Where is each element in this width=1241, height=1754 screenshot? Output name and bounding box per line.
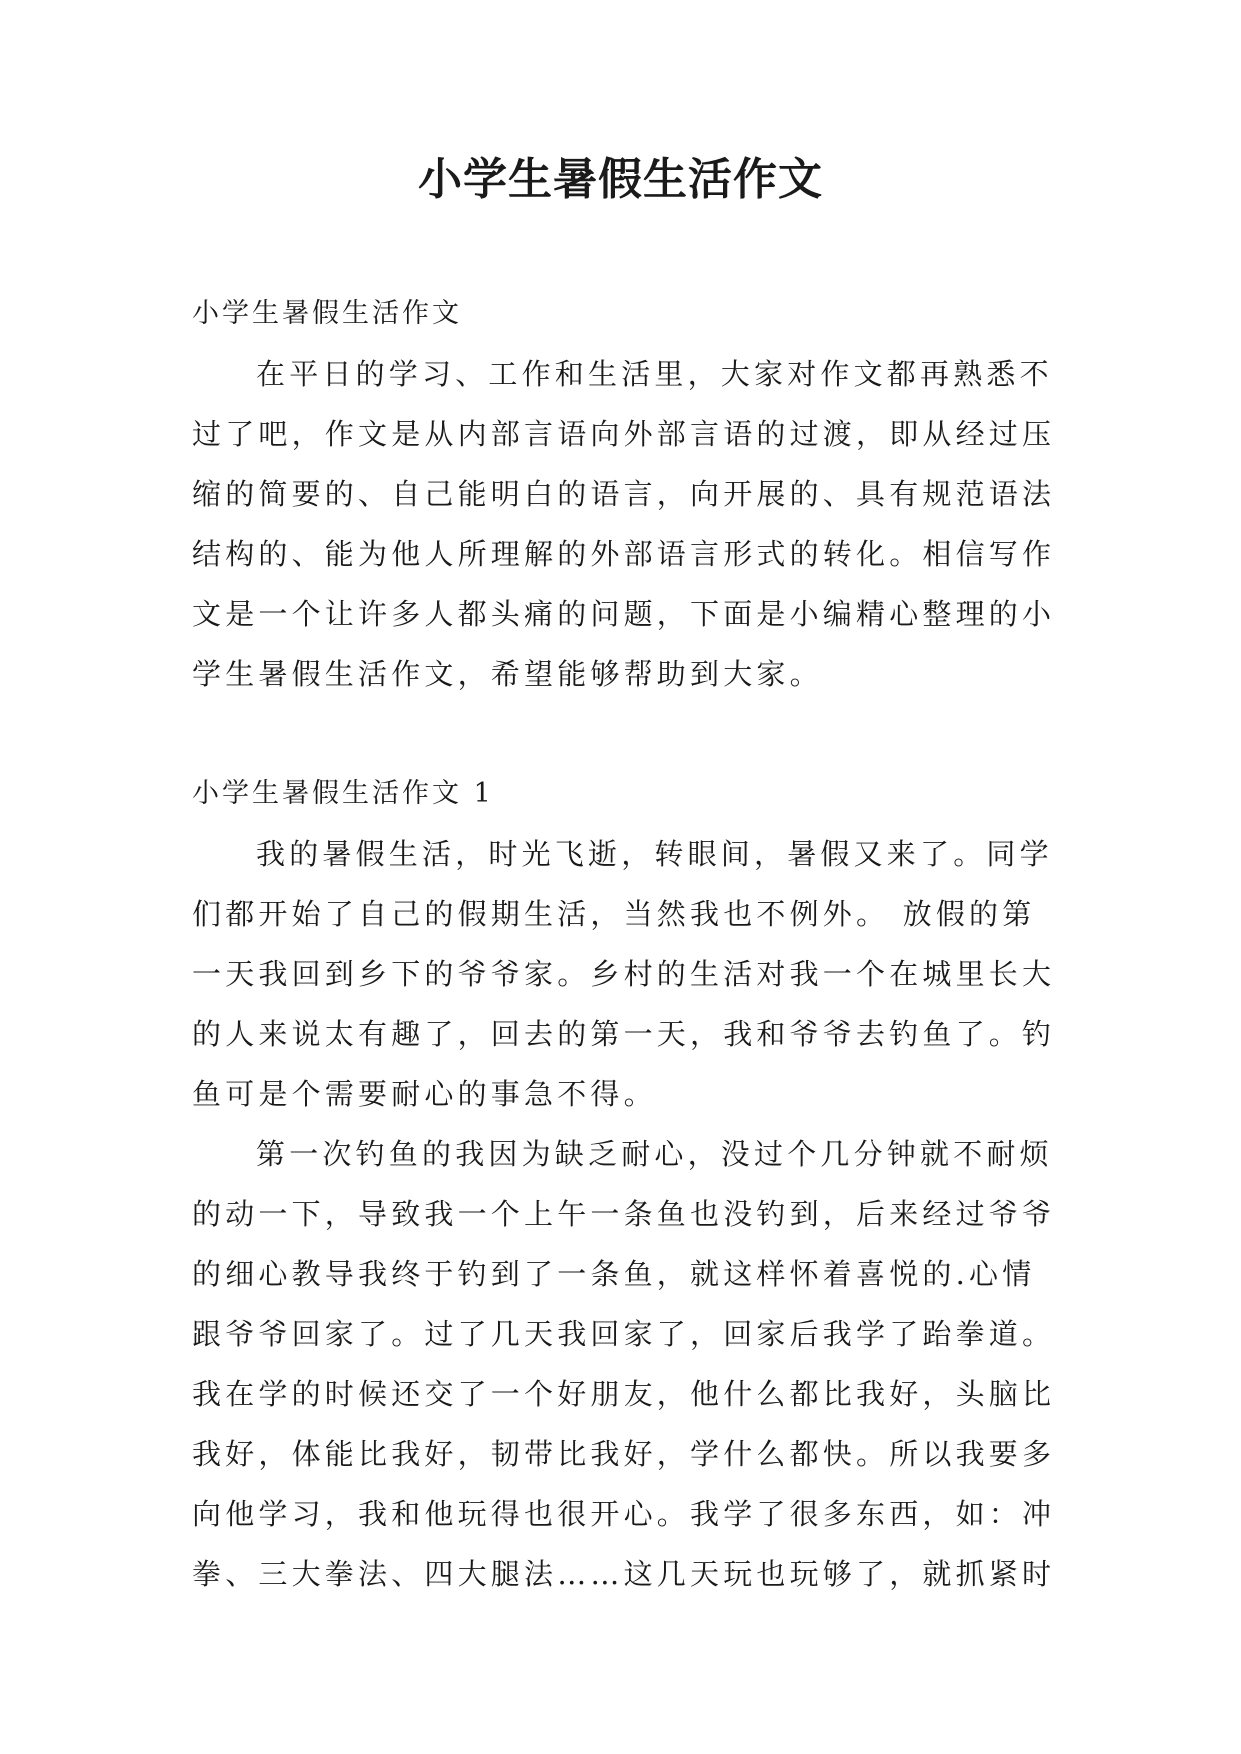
document-title: 小学生暑假生活作文: [418, 154, 823, 205]
text-line: 们都开始了自己的假期生活，当然我也不例外。 放假的第: [192, 897, 1036, 931]
text-line: 学生暑假生活作文，希望能够帮助到大家。: [192, 657, 823, 691]
text-line: 一天我回到乡下的爷爷家。乡村的生活对我一个在城里长大: [192, 957, 1056, 991]
intro-heading: 小学生暑假生活作文: [192, 298, 462, 329]
text-line: 鱼可是个需要耐心的事急不得。: [192, 1077, 657, 1111]
section-paragraph-2: [192, 1124, 1062, 1604]
text-line: 的人来说太有趣了，回去的第一天，我和爷爷去钓鱼了。钓: [192, 1017, 1056, 1051]
text-line: 的细心教导我终于钓到了一条鱼，就这样怀着喜悦的.心情: [192, 1257, 1036, 1291]
document-body: [192, 284, 1062, 1604]
text-line: 的动一下，导致我一个上午一条鱼也没钓到，后来经过爷爷: [192, 1197, 1056, 1231]
text-line: 缩的简要的、自己能明白的语言，向开展的、具有规范语法: [192, 477, 1056, 511]
text-line: 在平日的学习、工作和生活里，大家对作文都再熟悉不: [256, 357, 1053, 391]
text-line: 过了吧，作文是从内部言语向外部言语的过渡，即从经过压: [192, 417, 1056, 451]
paragraph-spacer: [192, 704, 1062, 764]
text-line: 向他学习，我和他玩得也很开心。我学了很多东西，如：冲: [192, 1497, 1056, 1531]
text-line: 文是一个让许多人都头痛的问题，下面是小编精心整理的小: [192, 597, 1056, 631]
text-line: 跟爷爷回家了。过了几天我回家了，回家后我学了跆拳道。: [192, 1317, 1056, 1351]
section-heading: 小学生暑假生活作文 1: [192, 778, 494, 809]
text-line: 结构的、能为他人所理解的外部语言形式的转化。相信写作: [192, 537, 1056, 571]
text-line: 第一次钓鱼的我因为缺乏耐心，没过个几分钟就不耐烦: [256, 1137, 1053, 1171]
text-line: 我在学的时候还交了一个好朋友，他什么都比我好，头脑比: [192, 1377, 1056, 1411]
intro-paragraph: [192, 344, 1062, 704]
text-line: 我的暑假生活，时光飞逝，转眼间，暑假又来了。同学: [256, 837, 1053, 871]
text-line: 我好，体能比我好，韧带比我好，学什么都快。所以我要多: [192, 1437, 1056, 1471]
section-paragraph-1: [192, 824, 1062, 1124]
text-line: 拳、三大拳法、四大腿法……这几天玩也玩够了，就抓紧时: [192, 1557, 1056, 1591]
